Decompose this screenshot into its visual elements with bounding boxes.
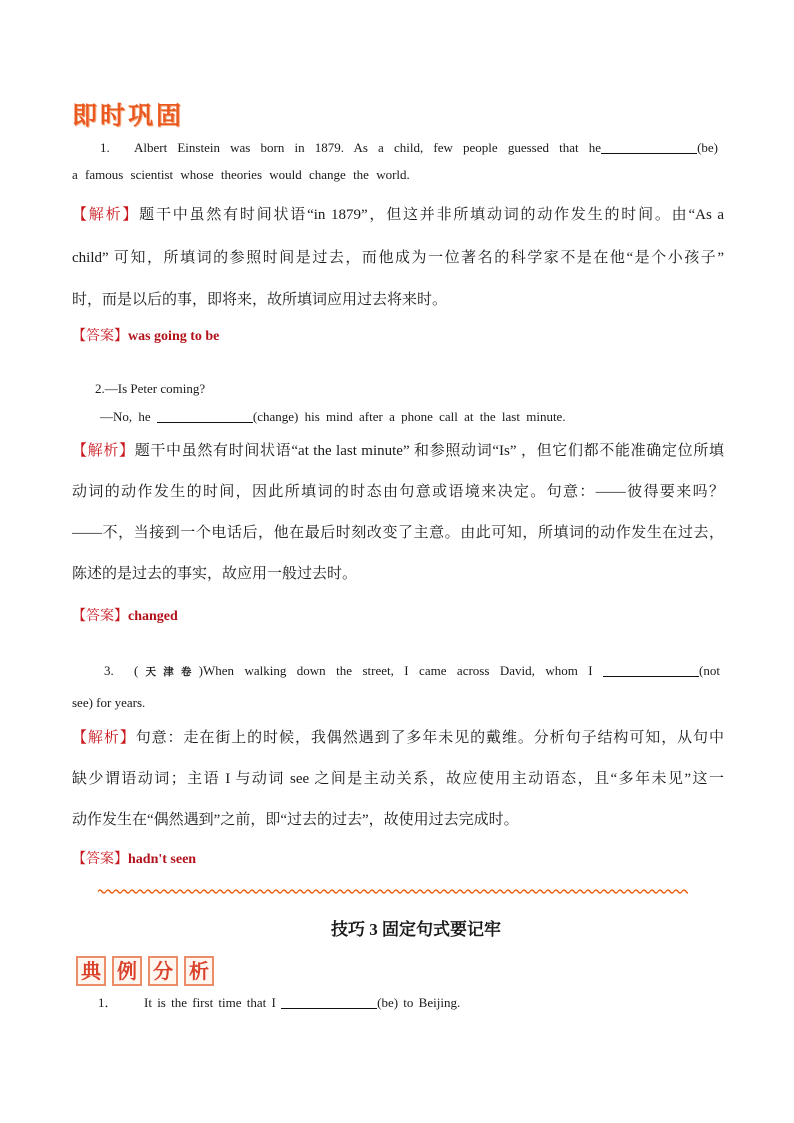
example-badge-char: 典 [76, 956, 106, 986]
analysis-paragraph [72, 718, 724, 841]
question-text: It is the first time that I [144, 994, 282, 1010]
answer-line [72, 322, 794, 352]
question-stem-line [95, 375, 794, 403]
question-2 [0, 375, 794, 632]
question-text: Albert Einstein was born in 1879. As a child, few people guessed that he [134, 140, 602, 155]
question-number: 1． [98, 994, 118, 1010]
verb-hint: (be) to Beijing. [377, 994, 461, 1010]
answer-label: 【答案】 [72, 608, 128, 624]
analysis-line: 缺少谓语动词；主语 I 与动词 see 之间是主动关系，故应使用主动语态，且“多年未见”这一 [72, 770, 724, 787]
analysis-text: 题干中虽然有时间状语“at the last minute” 和参照动词“Is” ，但它们都不能准确定位所填 [134, 442, 724, 459]
analysis-label: 【解析】 [72, 442, 135, 459]
example-badge-char: 析 [184, 956, 214, 986]
question-text: When walking down the street, I came across David, whom I [202, 662, 604, 678]
answer-value: hadn't seen [128, 851, 197, 867]
analysis-line: 动词的动作发生的时间，因此所填词的时态由句意或语境来决定。句意：——彼得要来吗？ [72, 483, 724, 500]
analysis-line: 动作发生在“偶然遇到”之前，即“过去的过去”，故使用过去完成时。 [72, 811, 519, 828]
analysis-line: 陈述的是过去的事实，故应用一般过去时。 [72, 565, 358, 582]
answer-line [72, 602, 794, 632]
analysis-line: ——不，当接到一个电话后，他在最后时刻改变了主意。由此可知，所填词的动作发生在过去， [72, 524, 724, 541]
example-question-1 [98, 990, 794, 1016]
analysis-line: child” 可知，所填词的参照时间是过去，而他成为一位著名的科学家不是在他“是个小孩子” [72, 249, 724, 266]
answer-blank [157, 410, 253, 423]
answer-line [72, 845, 794, 875]
question-text: —Is Peter coming? [104, 380, 206, 396]
example-badge-char: 分 [148, 956, 178, 986]
question-1 [0, 134, 794, 352]
answer-blank [603, 664, 699, 677]
question-stem-line: see) for years. [72, 694, 146, 710]
answer-value: was going to be [128, 328, 220, 344]
analysis-paragraph [72, 194, 724, 322]
question-stem-line [100, 134, 718, 161]
analysis-line [72, 718, 724, 759]
analysis-line [72, 194, 724, 237]
answer-blank [281, 996, 377, 1009]
analysis-line [72, 431, 724, 472]
verb-hint: (not [699, 662, 720, 678]
analysis-text: 句意：走在街上的时候，我偶然遇到了多年未见的戴维。分析句子结构可知，从句中 [135, 729, 724, 746]
answer-value: changed [128, 608, 178, 624]
example-analysis-badge [76, 956, 794, 987]
analysis-paragraph [72, 431, 724, 595]
question-number: 2. [95, 380, 105, 396]
exam-source-tag: 天津卷 [138, 666, 199, 678]
question-3 [0, 656, 794, 875]
section-heading-practice: 即时巩固 [72, 101, 185, 130]
question-stem-line [104, 656, 720, 688]
question-number: 3. [104, 662, 114, 678]
source-open: ( [134, 662, 139, 678]
answer-label: 【答案】 [72, 851, 128, 867]
question-number: 1. [100, 140, 110, 155]
analysis-label: 【解析】 [72, 729, 136, 746]
answer-label: 【答案】 [72, 328, 128, 344]
question-stem-line [100, 403, 794, 431]
source-close: ) [198, 662, 203, 678]
analysis-label: 【解析】 [72, 207, 140, 223]
analysis-text: 题干中虽然有时间状语“in 1879”，但这并非所填动词的动作发生的时间。由“As a [139, 207, 724, 223]
example-badge-char: 例 [112, 956, 142, 986]
question-stem-line: a famous scientist whose theories would change the world. [72, 167, 410, 182]
decorative-wave-divider [98, 888, 688, 895]
technique-heading: 技巧 3 固定句式要记牢 [331, 919, 501, 939]
verb-hint: (change) his mind after a phone call at the last minute. [252, 408, 566, 424]
question-text: —No, he [100, 408, 157, 424]
analysis-line: 时，而是以后的事，即将来，故所填词应用过去将来时。 [72, 292, 448, 308]
answer-blank [601, 141, 697, 154]
verb-hint: (be) [697, 140, 718, 155]
